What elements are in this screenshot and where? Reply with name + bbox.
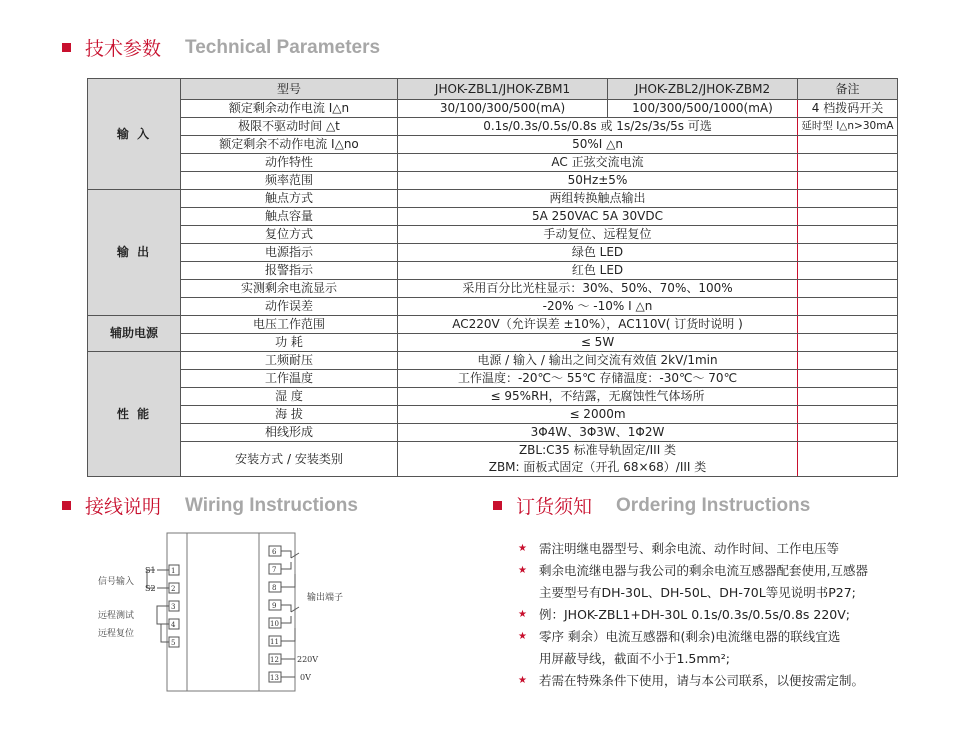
- row-note: [798, 136, 898, 154]
- square-bullet-icon: [493, 501, 502, 510]
- ordering-line: 例：JHOK-ZBL1+DH-30L 0.1s/0.3s/0.5s/0.8s 220V;: [539, 607, 851, 622]
- row-value: ≤ 2000m: [398, 406, 798, 424]
- row-value: 50%I △n: [398, 136, 798, 154]
- row-value-col1: 30/100/300/500(mA): [398, 100, 608, 118]
- row-note: [798, 316, 898, 334]
- row-note: [798, 424, 898, 442]
- row-value: 两组转换触点输出: [398, 190, 798, 208]
- ordering-line: 需注明继电器型号、剩余电流、动作时间、工作电压等: [539, 541, 840, 556]
- row-label: 极限不驱动时间 △t: [181, 118, 398, 136]
- tech-title-en: Technical Parameters: [185, 36, 381, 58]
- row-label: 电压工作范围: [181, 316, 398, 334]
- terminal-6-label: 6: [272, 548, 277, 556]
- table-row: [88, 388, 898, 406]
- row-note: [798, 298, 898, 316]
- category-aux: 辅助电源: [88, 316, 181, 352]
- row-label: 触点容量: [181, 208, 398, 226]
- header-col2: JHOK-ZBL2/JHOK-ZBM2: [608, 79, 798, 100]
- row-value: 50Hz±5%: [398, 172, 798, 190]
- header-model: 型号: [181, 79, 398, 100]
- row-label: 工频耐压: [181, 352, 398, 370]
- row-value: 手动复位、远程复位: [398, 226, 798, 244]
- row-value: AC 正弦交流电流: [398, 154, 798, 172]
- terminal-12-label: 12: [270, 656, 279, 664]
- square-bullet-icon: [62, 501, 71, 510]
- row-note: [798, 226, 898, 244]
- row-note: [798, 172, 898, 190]
- ordering-line: 剩余电流继电器与我公司的剩余电流互感器配套使用,互感器: [539, 563, 868, 578]
- row-label: 海 拔: [181, 406, 398, 424]
- list-item: [515, 538, 915, 560]
- row-note: [798, 280, 898, 298]
- header-note: 备注: [798, 79, 898, 100]
- row-note: [798, 352, 898, 370]
- row-note: 4 档拨码开关: [798, 100, 898, 118]
- row-note: [798, 262, 898, 280]
- table-row: [88, 316, 898, 334]
- ordering-list: [515, 538, 915, 692]
- table-row: [88, 262, 898, 280]
- table-row: [88, 190, 898, 208]
- row-value: -20% ～ -10% I △n: [398, 298, 798, 316]
- ordering-line: 主要型号有DH-30L、DH-50L、DH-70L等见说明书P27;: [539, 585, 856, 600]
- row-note: [798, 244, 898, 262]
- table-row: [88, 118, 898, 136]
- row-note: [798, 442, 898, 477]
- row-value: ≤ 5W: [398, 334, 798, 352]
- ordering-line: 用屏蔽导线，截面不小于1.5mm²;: [539, 651, 730, 666]
- list-item: [515, 626, 915, 670]
- row-label: 电源指示: [181, 244, 398, 262]
- row-value: 0.1s/0.3s/0.5s/0.8s 或 1s/2s/3s/5s 可选: [398, 118, 798, 136]
- row-value: 3Φ4W、3Φ3W、1Φ2W: [398, 424, 798, 442]
- terminal-3-label: 3: [171, 603, 176, 611]
- table-row: [88, 406, 898, 424]
- category-perf: 性 能: [88, 352, 181, 477]
- row-value-col2: 100/300/500/1000(mA): [608, 100, 798, 118]
- list-item: [515, 604, 915, 626]
- row-value: 绿色 LED: [398, 244, 798, 262]
- table-row: [88, 100, 898, 118]
- terminal-8-label: 8: [272, 584, 277, 592]
- terminal-4-label: 4: [171, 621, 176, 629]
- ordering-title-cn: 订货须知: [516, 496, 593, 518]
- star-bullet-icon: ★: [518, 675, 527, 686]
- v0-label: 0V: [300, 673, 311, 682]
- row-note: [798, 154, 898, 172]
- category-output: 输 出: [88, 190, 181, 316]
- table-row: [88, 424, 898, 442]
- square-bullet-icon: [62, 43, 71, 52]
- table-row: [88, 172, 898, 190]
- row-note: [798, 190, 898, 208]
- star-bullet-icon: ★: [518, 565, 527, 576]
- row-label: 额定剩余不动作电流 I△no: [181, 136, 398, 154]
- terminal-10-label: 10: [270, 620, 279, 628]
- spec-table: [87, 78, 898, 477]
- terminal-11-label: 11: [270, 638, 279, 646]
- row-label: 报警指示: [181, 262, 398, 280]
- ordering-title-en: Ordering Instructions: [616, 494, 811, 516]
- row-note: [798, 388, 898, 406]
- row-label: 动作特性: [181, 154, 398, 172]
- table-row: [88, 154, 898, 172]
- star-bullet-icon: ★: [518, 543, 527, 554]
- row-label: 复位方式: [181, 226, 398, 244]
- wiring-svg: [95, 528, 395, 698]
- tech-title-cn: 技术参数: [85, 38, 162, 60]
- terminal-9-label: 9: [272, 602, 277, 610]
- install-line-1: ZBL:C35 标准导轨固定/III 类: [518, 443, 677, 457]
- row-label: 湿 度: [181, 388, 398, 406]
- terminal-5-label: 5: [171, 639, 176, 647]
- row-label: 动作误差: [181, 298, 398, 316]
- row-label: 实测剩余电流显示: [181, 280, 398, 298]
- output-terminal-label: 输出端子: [307, 593, 344, 603]
- row-label: 工作温度: [181, 370, 398, 388]
- s2-label: S2: [145, 584, 156, 593]
- left-wires: [147, 570, 169, 642]
- table-row: [88, 226, 898, 244]
- table-row: [88, 370, 898, 388]
- wiring-title-en: Wiring Instructions: [185, 494, 358, 516]
- list-item: [515, 560, 915, 604]
- wiring-title-cn: 接线说明: [85, 496, 162, 518]
- header-col1: JHOK-ZBL1/JHOK-ZBM1: [398, 79, 608, 100]
- row-value: 采用百分比光柱显示：30%、50%、70%、100%: [398, 280, 798, 298]
- table-row: [88, 280, 898, 298]
- table-header-row: [88, 79, 898, 100]
- list-item: [515, 670, 915, 692]
- row-label: 触点方式: [181, 190, 398, 208]
- row-label: 功 耗: [181, 334, 398, 352]
- row-note: [798, 334, 898, 352]
- row-value: ≤ 95%RH，不结露，无腐蚀性气体场所: [398, 388, 798, 406]
- table-row: [88, 442, 898, 477]
- terminal-13-label: 13: [270, 674, 279, 682]
- wiring-diagram: [95, 528, 395, 698]
- row-note: [798, 406, 898, 424]
- row-label: 安装方式 / 安装类别: [181, 442, 398, 477]
- tech-section-title: [62, 34, 380, 61]
- s1-label: S1: [145, 566, 156, 575]
- remote-reset-label: 远程复位: [98, 629, 135, 639]
- v220-label: 220V: [297, 655, 319, 664]
- row-label: 频率范围: [181, 172, 398, 190]
- ordering-line: 若需在特殊条件下使用，请与本公司联系，以便按需定制。: [539, 673, 865, 688]
- terminal-7-label: 7: [272, 566, 277, 574]
- right-terminals: [269, 546, 281, 682]
- remote-test-label: 远程测试: [98, 611, 135, 621]
- ordering-line: 零序 剩余）电流互感器和(剩余)电流继电器的联线宜选: [539, 629, 841, 644]
- category-input: 输 入: [88, 79, 181, 190]
- wiring-section-title: [62, 492, 358, 519]
- ordering-section-title: [493, 492, 810, 519]
- left-terminals: [169, 565, 179, 647]
- table-row: [88, 244, 898, 262]
- signal-input-label: 信号输入: [98, 577, 135, 587]
- row-note: [798, 370, 898, 388]
- star-bullet-icon: ★: [518, 609, 527, 620]
- table-row: [88, 352, 898, 370]
- terminal-1-label: 1: [171, 567, 176, 575]
- row-note: 延时型 I△n>30mA: [798, 118, 898, 136]
- row-value: 电源 / 输入 / 输出之间交流有效值 2kV/1min: [398, 352, 798, 370]
- row-value: 红色 LED: [398, 262, 798, 280]
- device-body: [167, 533, 295, 691]
- row-note: [798, 208, 898, 226]
- terminal-2-label: 2: [171, 585, 176, 593]
- row-value: AC220V（允许误差 ±10%），AC110V( 订货时说明 ): [398, 316, 798, 334]
- table-row: [88, 208, 898, 226]
- table-row: [88, 334, 898, 352]
- row-value: [398, 442, 798, 477]
- row-label: 额定剩余动作电流 I△n: [181, 100, 398, 118]
- row-value: 5A 250VAC 5A 30VDC: [398, 208, 798, 226]
- install-line-2: ZBM: 面板式固定（开孔 68×68）/III 类: [488, 460, 707, 474]
- row-value: 工作温度：-20℃～ 55℃ 存储温度：-30℃～ 70℃: [398, 370, 798, 388]
- table-row: [88, 298, 898, 316]
- star-bullet-icon: ★: [518, 631, 527, 642]
- row-label: 相线形成: [181, 424, 398, 442]
- table-row: [88, 136, 898, 154]
